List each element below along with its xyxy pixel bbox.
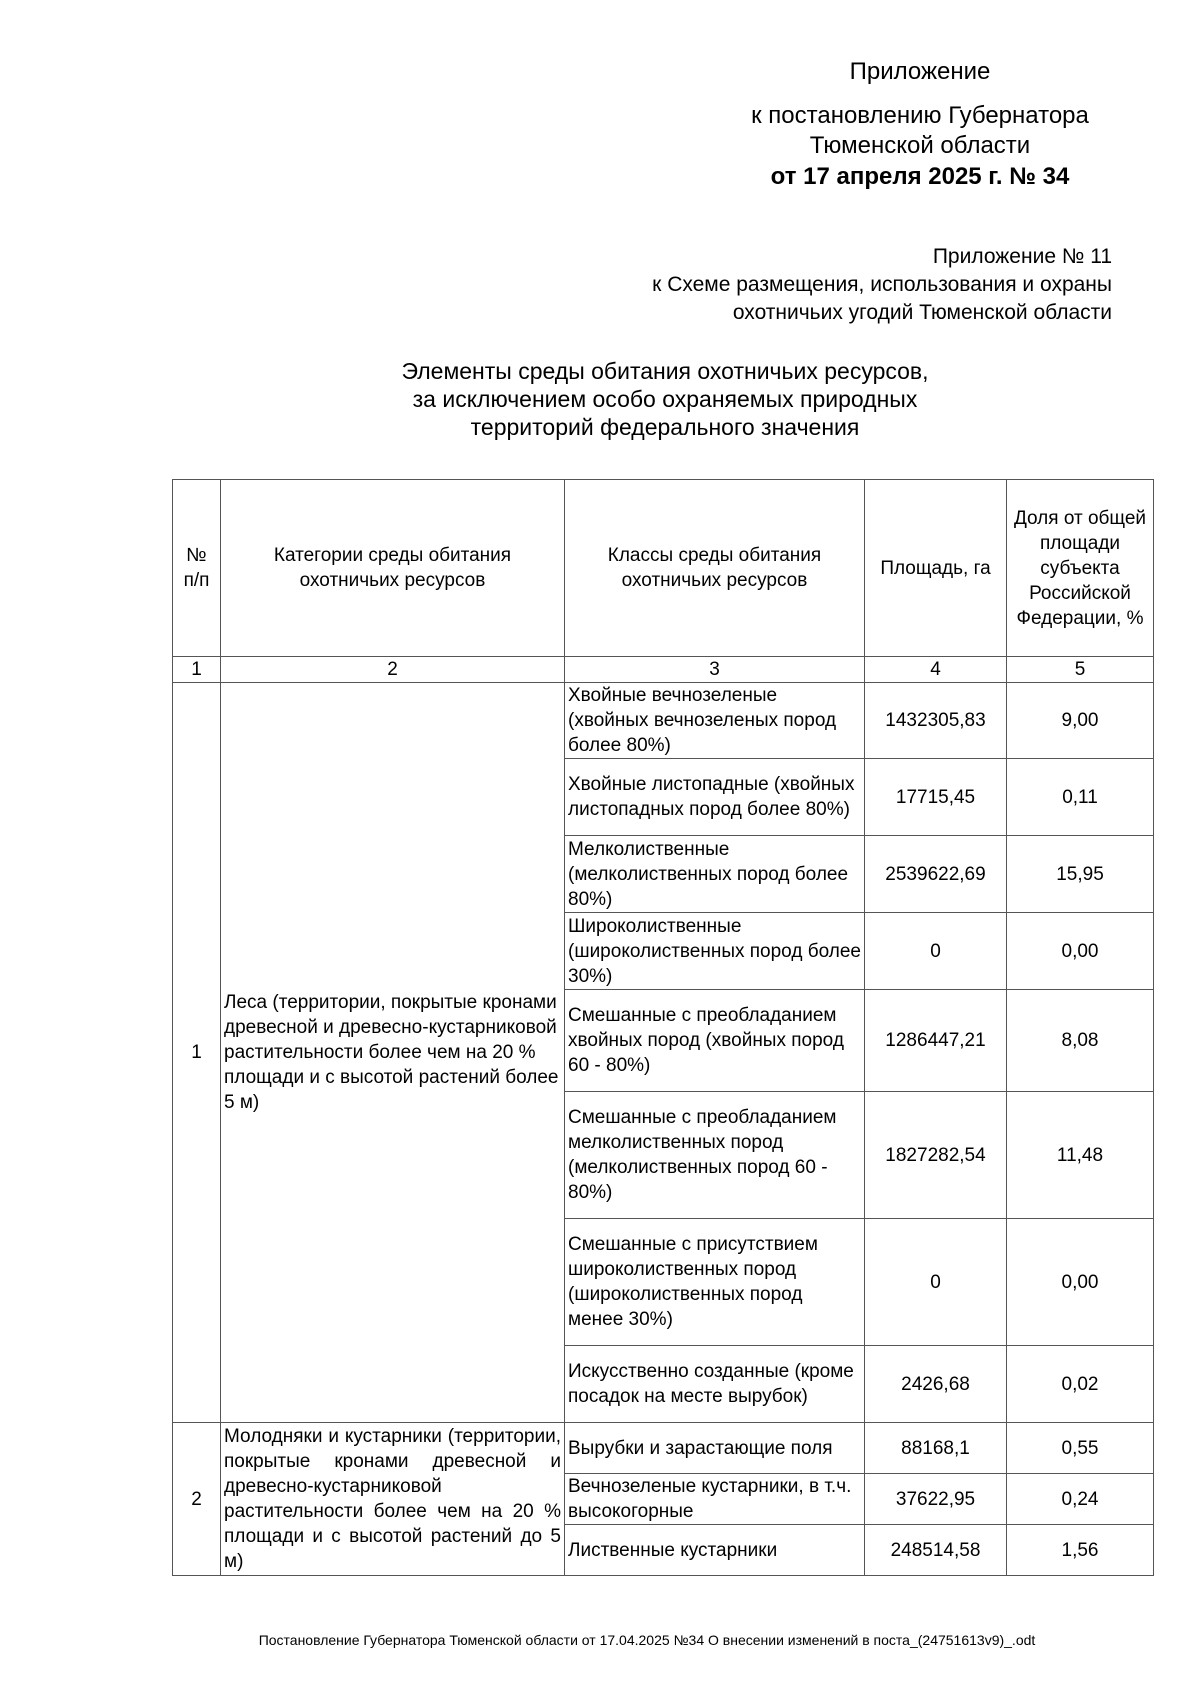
habitat-class: Хвойные листопадные (хвойных листопадных пород более 80%) — [565, 759, 865, 836]
resolution-ref-line2: Тюменской области — [809, 132, 1031, 159]
habitat-class: Смешанные с преобладанием хвойных пород (хвойных пород 60 - 80%) — [565, 990, 865, 1092]
area-value: 2539622,69 — [865, 836, 1007, 913]
habitat-class: Хвойные вечнозеленые (хвойных вечнозеленых пород более 80%) — [565, 683, 865, 759]
area-value: 1827282,54 — [865, 1092, 1007, 1219]
area-value: 1432305,83 — [865, 683, 1007, 759]
table-row — [173, 1423, 1154, 1474]
area-value: 248514,58 — [865, 1525, 1007, 1576]
area-value: 37622,95 — [865, 1474, 1007, 1525]
share-value: 0,11 — [1007, 759, 1154, 836]
sub-appendix-line3: охотничьих угодий Тюменской области — [732, 301, 1112, 324]
habitat-class: Мелколиственные (мелколиственных пород более 80%) — [565, 836, 865, 913]
group-category: Леса (территории, покрытые кронами древесной и древесно-кустарниковой растительности более чем на 20 % площади и с высотой растений более 5 м) — [221, 683, 565, 1423]
area-value: 0 — [865, 913, 1007, 990]
habitat-class: Вечнозеленые кустарники, в т.ч. высокогорные — [565, 1474, 865, 1525]
column-number-row — [173, 657, 1154, 683]
resolution-reference — [700, 101, 1140, 161]
share-value: 8,08 — [1007, 990, 1154, 1092]
document-title-line2: за исключением особо охраняемых природных — [412, 386, 918, 412]
habitat-class: Смешанные с присутствием широколиственных пород (широколиственных пород менее 30%) — [565, 1219, 865, 1346]
sub-appendix — [652, 243, 1112, 327]
share-value: 9,00 — [1007, 683, 1154, 759]
group-number: 1 — [173, 683, 221, 1423]
area-value: 17715,45 — [865, 759, 1007, 836]
column-number: 4 — [865, 657, 1007, 683]
header-category: Категории среды обитания охотничьих ресурсов — [221, 480, 565, 657]
sub-appendix-line1: Приложение № 11 — [932, 245, 1112, 268]
share-value: 11,48 — [1007, 1092, 1154, 1219]
habitat-class: Смешанные с преобладанием мелколиственных пород (мелколиственных пород 60 - 80%) — [565, 1092, 865, 1219]
resolution-date: от 17 апреля 2025 г. № 34 — [770, 163, 1070, 190]
share-value: 0,02 — [1007, 1346, 1154, 1423]
share-value: 0,00 — [1007, 1219, 1154, 1346]
resolution-ref-line1: к постановлению Губернатора — [751, 102, 1089, 129]
table-header-row — [173, 480, 1154, 657]
group-number: 2 — [173, 1423, 221, 1576]
page-footer: Постановление Губернатора Тюменской области от 17.04.2025 №34 О внесении изменений в поста_(24751613v9)_.odt — [258, 1632, 1036, 1648]
habitat-class: Лиственные кустарники — [565, 1525, 865, 1576]
appendix-title: Приложение — [849, 58, 991, 85]
document-title-line3: территорий федерального значения — [470, 414, 860, 440]
header-num: № п/п — [173, 480, 221, 657]
sub-appendix-line2: к Схеме размещения, использования и охраны — [652, 273, 1112, 296]
habitat-class: Искусственно созданные (кроме посадок на месте вырубок) — [565, 1346, 865, 1423]
column-number: 5 — [1007, 657, 1154, 683]
share-value: 0,00 — [1007, 913, 1154, 990]
header-class: Классы среды обитания охотничьих ресурсов — [565, 480, 865, 657]
habitat-class: Широколиственные (широколиственных пород более 30%) — [565, 913, 865, 990]
share-value: 15,95 — [1007, 836, 1154, 913]
share-value: 1,56 — [1007, 1525, 1154, 1576]
area-value: 2426,68 — [865, 1346, 1007, 1423]
header-share: Доля от общей площади субъекта Российской Федерации, % — [1007, 480, 1154, 657]
group-category: Молодняки и кустарники (территории, покрытые кронами древесной и древесно-кустарниковой растительности более чем на 20 % площади и с высотой растений до 5 м) — [221, 1423, 565, 1576]
share-value: 0,55 — [1007, 1423, 1154, 1474]
area-value: 1286447,21 — [865, 990, 1007, 1092]
column-number: 3 — [565, 657, 865, 683]
column-number: 2 — [221, 657, 565, 683]
column-number: 1 — [173, 657, 221, 683]
document-title — [200, 357, 1130, 441]
header-area: Площадь, га — [865, 480, 1007, 657]
area-value: 88168,1 — [865, 1423, 1007, 1474]
area-value: 0 — [865, 1219, 1007, 1346]
table-row — [173, 683, 1154, 759]
habitat-table — [172, 479, 1154, 1576]
document-title-line1: Элементы среды обитания охотничьих ресурсов, — [401, 358, 929, 384]
share-value: 0,24 — [1007, 1474, 1154, 1525]
habitat-class: Вырубки и зарастающие поля — [565, 1423, 865, 1474]
